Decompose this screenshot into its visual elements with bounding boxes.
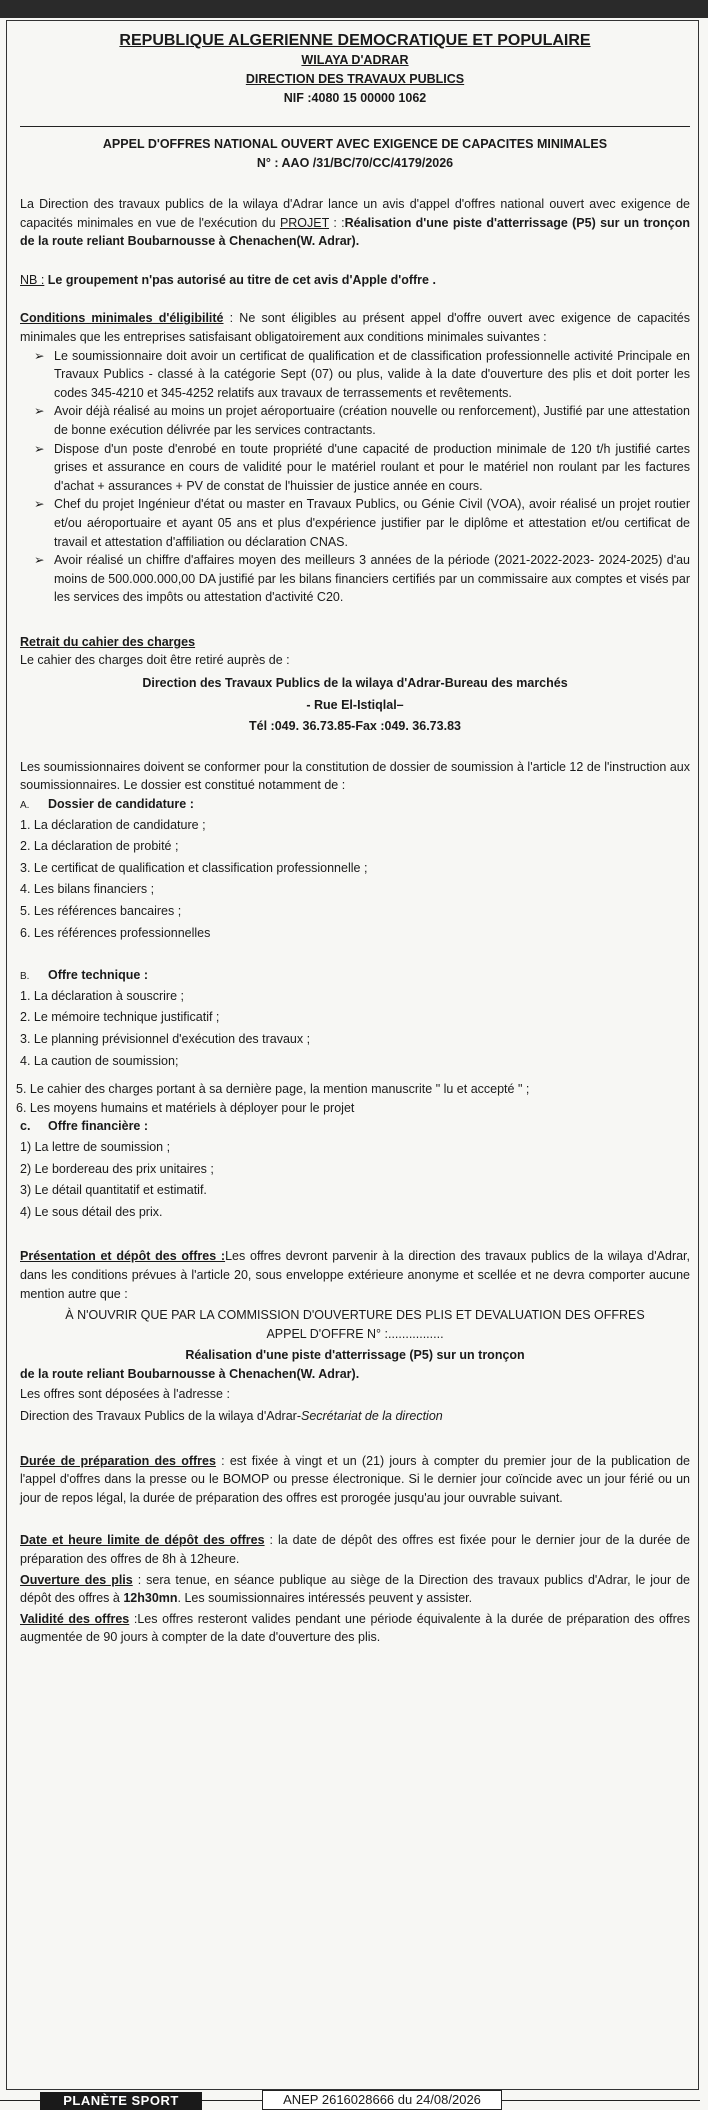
nb-label: NB : — [20, 272, 45, 287]
deposit-label: Les offres sont déposées à l'adresse : — [20, 1387, 230, 1402]
document-body — [16, 26, 691, 1647]
republic-heading: REPUBLIQUE ALGERIENNE DEMOCRATIQUE ET POPULAIRE — [119, 32, 591, 49]
list-item: 2. Le mémoire technique justificatif ; — [20, 1010, 220, 1025]
project-name: Réalisation d'une piste d'atterrissage (P5) sur un tronçon de la route reliant Boubarnousse à Chenachen(W. Adrar). — [20, 215, 690, 249]
retrait-address-1: Direction des Travaux Publics de la wilaya d'Adrar-Bureau des marchés — [142, 676, 568, 691]
list-item: 3) Le détail quantitatif et estimatif. — [20, 1183, 207, 1198]
intro-text-2: : : — [329, 215, 345, 230]
envelope-project-1: Réalisation d'une piste d'atterrissage (P5) sur un tronçon — [185, 1348, 525, 1363]
list-item: 6. Les références professionnelles — [20, 925, 211, 940]
envelope-project-2: de la route reliant Boubarnousse à Chenachen(W. Adrar). — [20, 1366, 360, 1381]
list-item: 1. La déclaration à souscrire ; — [20, 988, 184, 1003]
nif-line: NIF :4080 15 00000 1062 — [283, 91, 427, 105]
retrait-address-2: - Rue El-Istiqlal– — [306, 697, 404, 712]
list-item: 4. Les bilans financiers ; — [20, 882, 155, 897]
arrow-icon: ➢ — [34, 348, 45, 363]
date-limite-label: Date et heure limite de dépôt des offres — [20, 1533, 265, 1548]
intro-text: La Direction des travaux publics de la wilaya d'Adrar lance un avis d'appel d'offres national ouvert avec exigence de capacités minimales en vue de l'exécution du — [20, 197, 690, 230]
intro-paragraph — [20, 195, 690, 251]
section-c-heading: c. Offre financière : — [20, 1119, 149, 1134]
presentation-paragraph: Présentation et dépôt des offres :Les offres devront parvenir à la direction des travaux publics de la wilaya d'Adrar, dans les conditions prévues à l'article 20, sous enveloppe extérieure anonyme et scellée et ne devra comporter aucune mention autre que : — [20, 1249, 690, 1301]
conditions-intro: : Ne sont éligibles au présent appel d'offre ouvert avec exigence de capacités minimales que les entreprises satisfaisant obligatoirement aux conditions minimales suivantes : — [20, 311, 691, 344]
envelope-tender-number: APPEL D'OFFRE N° :................ — [266, 1326, 444, 1341]
retrait-tel-fax: Tél :049. 36.73.85-Fax :049. 36.73.83 — [249, 719, 461, 734]
ouverture-label: Ouverture des plis — [20, 1572, 133, 1587]
list-item: 2. La déclaration de probité ; — [20, 839, 179, 854]
arrow-icon: ➢ — [34, 441, 45, 456]
list-item: 4) Le sous détail des prix. — [20, 1204, 163, 1219]
list-item: 6. Les moyens humains et matériels à déployer pour le projet — [16, 1100, 355, 1115]
list-item: 5. Les références bancaires ; — [20, 904, 182, 918]
condition-item: ➢ Avoir déjà réalisé au moins un projet aéroportuaire (création nouvelle ou renforcement), Justifié par une attestation de bonne exécution délivrée par les services contractants. — [34, 404, 690, 437]
conditions-paragraph — [20, 309, 690, 346]
section-a-heading: A. Dossier de candidature : — [20, 797, 194, 812]
ouverture-time: 12h30mn — [123, 1591, 178, 1606]
list-item: 1. La déclaration de candidature ; — [20, 817, 206, 832]
top-bar — [0, 0, 708, 18]
date-limite-paragraph: Date et heure limite de dépôt des offres : la date de dépôt des offres est fixée pour le dernier jour de la durée de préparation des offres de 8h à 12heure. — [20, 1533, 690, 1567]
presentation-label: Présentation et dépôt des offres : — [20, 1249, 226, 1264]
footer-publication-name: PLANÈTE SPORT — [40, 2092, 202, 2110]
ouverture-paragraph: Ouverture des plis : sera tenue, en séance publique au siège de la Direction des travaux publics d'Adrar, le jour de dépôt des offres à 12h30mn. Les soumissionnaires intéressés peuvent y assister. — [20, 1572, 690, 1606]
wilaya-heading: WILAYA D'ADRAR — [301, 53, 409, 67]
tender-number: N° : AAO /31/BC/70/CC/4179/2026 — [256, 156, 454, 170]
retrait-intro: Le cahier des charges doit être retiré auprès de : — [20, 653, 290, 668]
list-item: 5. Le cahier des charges portant à sa dernière page, la mention manuscrite " lu et accepté " ; — [16, 1082, 530, 1097]
condition-item: ➢ Dispose d'un poste d'enrobé en toute propriété d'une capacité de production minimale de 120 t/h justifié cartes grises et assurance en cours de validité pour le matériel roulant et pour le matériel non roulant par les factures d'achat + assurances + PV de constat de l'huissier de justice année en cours. — [34, 441, 690, 493]
footer-line-middle — [202, 2100, 262, 2101]
projet-label: PROJET — [279, 215, 330, 230]
deposit-address: Direction des Travaux Publics de la wilaya d'Adrar-Secrétariat de la direction — [20, 1409, 443, 1424]
retrait-heading: Retrait du cahier des charges — [20, 634, 196, 649]
footer-line-left — [0, 2100, 40, 2101]
envelope-notice: À N'OUVRIR QUE PAR LA COMMISSION D'OUVERTURE DES PLIS ET DEVALUATION DES OFFRES — [65, 1308, 645, 1323]
title-divider — [20, 126, 690, 127]
arrow-icon: ➢ — [34, 497, 45, 512]
duree-paragraph: Durée de préparation des offres : est fixée à vingt et un (21) jours à compter du premier jour de la publication de l'appel d'offres dans la presse ou le BOMOP ou presse électronique. Si le dernier jour coïncide avec un jour férié ou un jour de repos légal, la durée de préparation des offres est prorogée jusqu'au jour ouvrable suivant. — [20, 1453, 690, 1505]
footer-anep-reference: ANEP 2616028666 du 24/08/2026 — [262, 2090, 502, 2110]
validite-paragraph: Validité des offres :Les offres resteront valides pendant une période équivalente à la durée de préparation des offres augmentée de 90 jours à compter de la date d'ouverture des plis. — [20, 1611, 690, 1645]
tender-title: APPEL D'OFFRES NATIONAL OUVERT AVEC EXIGENCE DE CAPACITES MINIMALES — [102, 137, 608, 151]
footer-line-right — [500, 2100, 700, 2101]
nb-text: Le groupement n'pas autorisé au titre de cet avis d'Apple d'offre . — [44, 272, 436, 287]
soumission-intro: Les soumissionnaires doivent se conformer pour la constitution de dossier de soumission à l'article 12 de l'instruction aux soumissionnaires. Le dossier est constitué notamment de : — [20, 759, 690, 793]
condition-item: ➢ Le soumissionnaire doit avoir un certificat de qualification et de classification professionnelle activité Principale en Travaux Publics - classé à la catégorie Sept (07) ou plus, valide à la date d'ouverture des plis et doit porter les codes 345-4210 et 345-4252 relatifs aux travaux de terrassements et revêtements. — [34, 348, 690, 400]
condition-item: ➢ Chef du projet Ingénieur d'état ou master en Travaux Publics, ou Génie Civil (VOA), avoir réalisé un projet routier et/ou aéroportuaire et ayant 05 ans et plus d'expérience justifier par le diplôme et attestation et/ou certificat de travail et attestation d'affiliation ou déclaration CNAS. — [34, 497, 690, 549]
direction-heading: DIRECTION DES TRAVAUX PUBLICS — [245, 72, 465, 86]
list-item: 3. Le certificat de qualification et classification professionnelle ; — [20, 860, 368, 875]
nb-paragraph — [20, 271, 690, 290]
duree-label: Durée de préparation des offres — [20, 1453, 216, 1468]
list-item: 4. La caution de soumission; — [20, 1053, 179, 1068]
arrow-icon: ➢ — [34, 404, 45, 419]
arrow-icon: ➢ — [34, 553, 45, 568]
condition-item: ➢ Avoir réalisé un chiffre d'affaires moyen des meilleurs 3 années de la période (2021-2022-2023- 2024-2025) d'au moins de 500.000.000,00 DA justifié par les bilans financiers certifiés par un commissaire aux comptes et visés par les services des impôts ou attestation d'activité C20. — [34, 553, 690, 605]
list-item: 1) La lettre de soumission ; — [20, 1139, 171, 1154]
conditions-label: Conditions minimales d'éligibilité — [20, 311, 224, 326]
section-b-heading: B. Offre technique : — [20, 968, 149, 983]
validite-label: Validité des offres — [20, 1611, 130, 1626]
list-item: 2) Le bordereau des prix unitaires ; — [20, 1161, 214, 1176]
list-item: 3. Le planning prévisionnel d'exécution des travaux ; — [20, 1031, 311, 1046]
